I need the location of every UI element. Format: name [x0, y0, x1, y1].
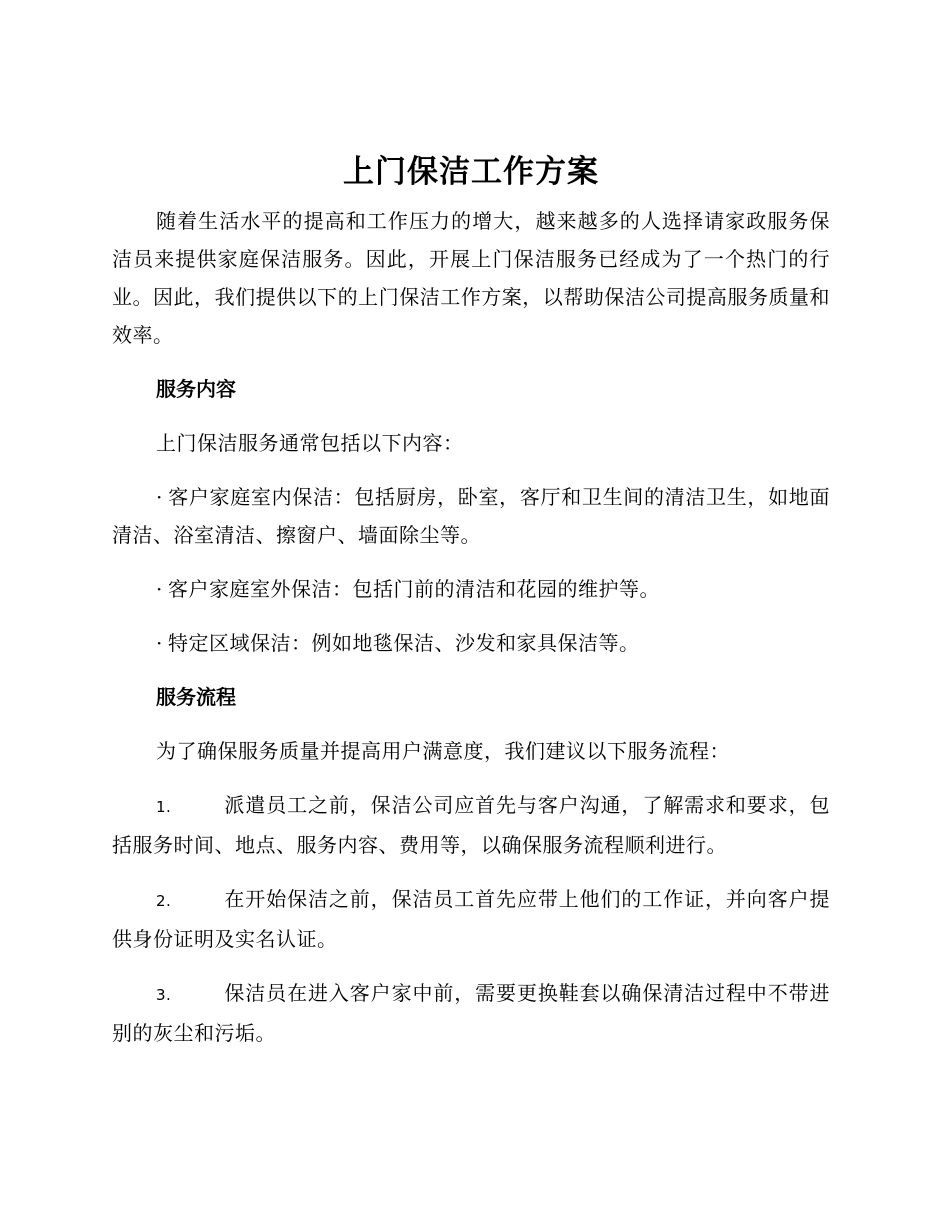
bullet-text: 特定区域保洁：例如地毯保洁、沙发和家具保洁等。 — [168, 631, 640, 655]
step-number: 1. — [156, 798, 172, 816]
service-process-lead: 为了确保服务质量并提高用户满意度，我们建议以下服务流程： — [156, 739, 730, 763]
document-title: 上门保洁工作方案 — [343, 154, 599, 190]
bullet-item — [112, 478, 830, 554]
service-content-lead: 上门保洁服务通常包括以下内容： — [156, 431, 464, 455]
step-number: 2. — [156, 892, 172, 910]
numbered-step — [112, 880, 830, 958]
document-body — [112, 148, 830, 1052]
bullet-marker: · — [156, 485, 163, 509]
section-heading-service-content: 服务内容 — [156, 377, 236, 401]
step-text: 派遣员工之前，保洁公司应首先与客户沟通，了解需求和要求，包括服务时间、地点、服务内容、费用等，以确保服务流程顺利进行。 — [112, 793, 830, 857]
numbered-step — [112, 786, 830, 864]
bullet-marker: · — [156, 631, 163, 655]
numbered-step — [112, 974, 830, 1052]
intro-paragraph: 随着生活水平的提高和工作压力的增大，越来越多的人选择请家政服务保洁员来提供家庭保洁服务。因此，开展上门保洁服务已经成为了一个热门的行业。因此，我们提供以下的上门保洁工作方案，以帮助保洁公司提高服务质量和效率。 — [112, 209, 830, 347]
step-text: 在开始保洁之前，保洁员工首先应带上他们的工作证，并向客户提供身份证明及实名认证。 — [112, 887, 830, 951]
bullet-text: 客户家庭室内保洁：包括厨房，卧室，客厅和卫生间的清洁卫生，如地面清洁、浴室清洁、擦窗户、墙面除尘等。 — [112, 485, 830, 547]
bullet-marker: · — [156, 577, 163, 601]
bullet-item — [112, 624, 830, 662]
step-text: 保洁员在进入客户家中前，需要更换鞋套以确保清洁过程中不带进别的灰尘和污垢。 — [112, 981, 830, 1045]
bullet-item — [112, 570, 830, 608]
section-heading-service-process: 服务流程 — [156, 685, 236, 709]
step-number: 3. — [156, 986, 172, 1004]
bullet-text: 客户家庭室外保洁：包括门前的清洁和花园的维护等。 — [168, 577, 660, 601]
